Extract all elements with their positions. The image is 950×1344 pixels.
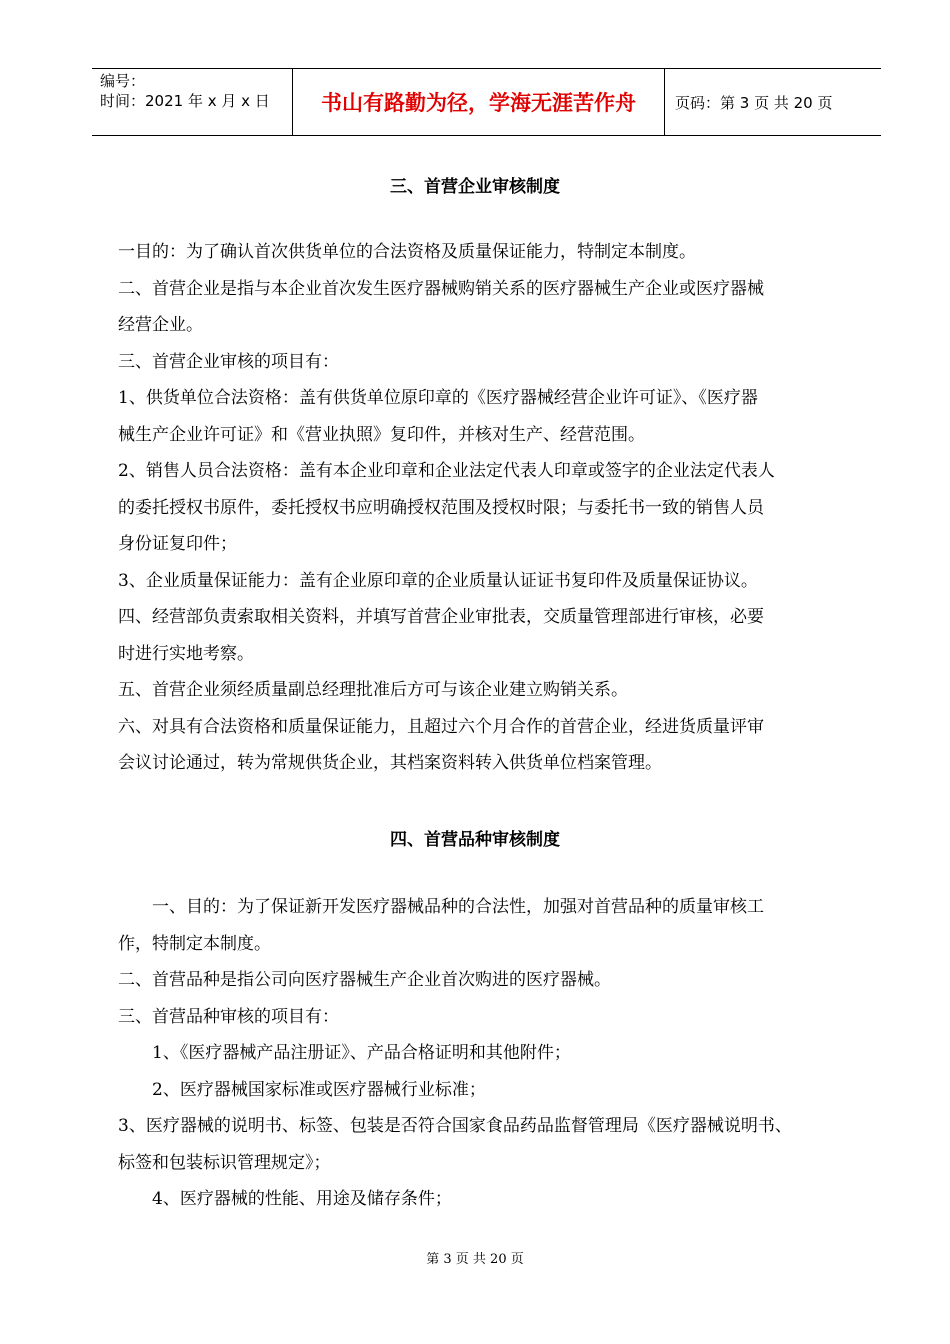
- section3-line: 的委托授权书原件，委托授权书应明确授权范围及授权时限；与委托书一致的销售人员: [118, 498, 764, 518]
- section3-line: 械生产企业许可证》和《营业执照》复印件，并核对生产、经营范围。: [118, 425, 645, 445]
- time-label: 时间：2021 年 x 月 x 日: [100, 92, 270, 110]
- section3-line: 四、经营部负责索取相关资料，并填写首营企业审批表，交质量管理部进行审核，必要: [118, 607, 764, 627]
- section3-line: 三、首营企业审核的项目有：: [118, 352, 339, 372]
- section4-line: 二、首营品种是指公司向医疗器械生产企业首次购进的医疗器械。: [118, 970, 611, 990]
- section4-line: 2、医疗器械国家标准或医疗器械行业标准；: [152, 1080, 486, 1100]
- section3-line: 时进行实地考察。: [118, 644, 254, 664]
- section4-line: 4、医疗器械的性能、用途及储存条件；: [152, 1189, 452, 1209]
- section3-line: 3、企业质量保证能力：盖有企业原印章的企业质量认证证书复印件及质量保证协议。: [118, 571, 758, 591]
- section4-line: 1、《医疗器械产品注册证》、产品合格证明和其他附件；: [152, 1043, 571, 1063]
- section3-line: 身份证复印件；: [118, 534, 237, 554]
- serial-label: 编号：: [100, 72, 146, 90]
- section4-title: 四、首营品种审核制度: [390, 830, 560, 850]
- section3-line: 二、首营企业是指与本企业首次发生医疗器械购销关系的医疗器械生产企业或医疗器械: [118, 279, 764, 299]
- section4-line: 一、目的：为了保证新开发医疗器械品种的合法性，加强对首营品种的质量审核工: [152, 897, 764, 917]
- section3-title: 三、首营企业审核制度: [390, 177, 560, 197]
- section3-line: 会议讨论通过，转为常规供货企业，其档案资料转入供货单位档案管理。: [118, 753, 662, 773]
- section4-line: 作，特制定本制度。: [118, 934, 271, 954]
- document-header: [92, 68, 881, 136]
- section3-line: 2、销售人员合法资格：盖有本企业印章和企业法定代表人印章或签字的企业法定代表人: [118, 461, 775, 481]
- section3-line: 1、供货单位合法资格：盖有供货单位原印章的《医疗器械经营企业许可证》、《医疗器: [118, 388, 758, 408]
- page-info: 页码：第 3 页 共 20 页: [675, 93, 833, 112]
- section3-line: 五、首营企业须经质量副总经理批准后方可与该企业建立购销关系。: [118, 680, 628, 700]
- section4-line: 标签和包装标识管理规定》；: [118, 1153, 331, 1173]
- section3-line: 经营企业。: [118, 315, 203, 335]
- page-footer: 第 3 页 共 20 页: [426, 1252, 524, 1267]
- header-meta: [92, 69, 293, 135]
- motto: 书山有路勤为径，学海无涯苦作舟: [293, 69, 665, 135]
- section3-line: 六、对具有合法资格和质量保证能力，且超过六个月合作的首营企业，经进货质量评审: [118, 717, 764, 737]
- section3-line: 一目的：为了确认首次供货单位的合法资格及质量保证能力，特制定本制度。: [118, 242, 696, 262]
- section4-line: 3、医疗器械的说明书、标签、包装是否符合国家食品药品监督管理局《医疗器械说明书、: [118, 1116, 792, 1136]
- section4-line: 三、首营品种审核的项目有：: [118, 1007, 339, 1027]
